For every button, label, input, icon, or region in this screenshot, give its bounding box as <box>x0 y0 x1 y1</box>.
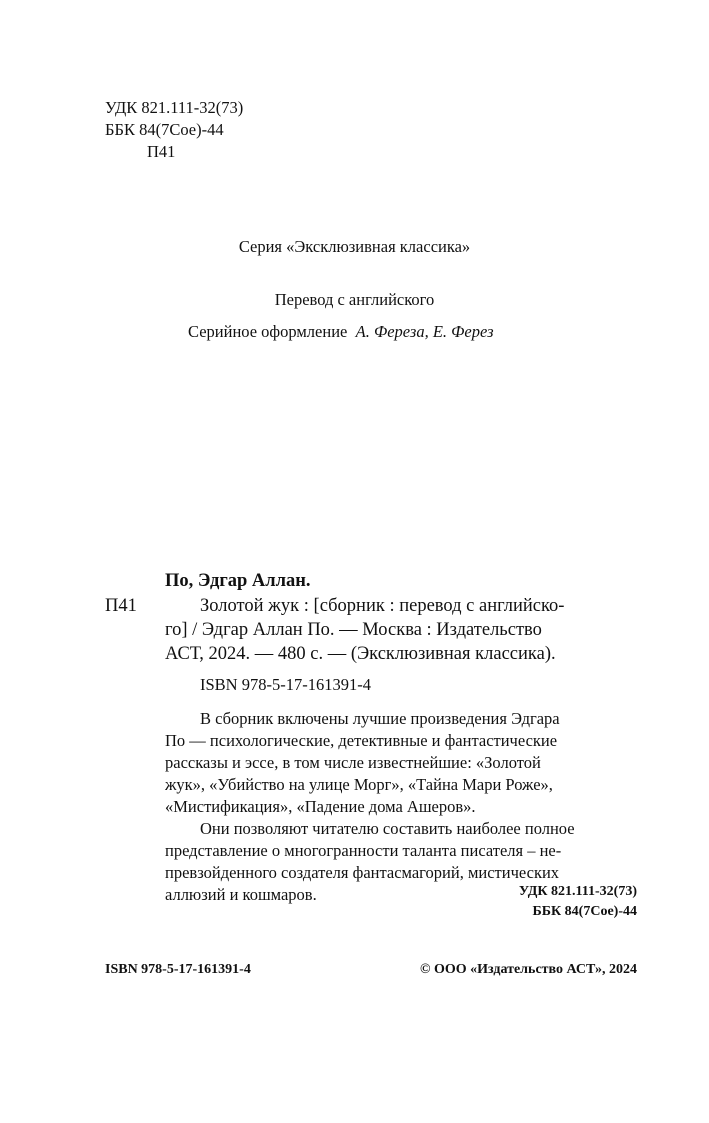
bib-line: го] / Эдгар Аллан По. — Москва : Издательство <box>165 620 542 640</box>
annotation-line: представление о многогранности таланта писателя – не- <box>165 841 562 860</box>
author-mark: П41 <box>105 596 137 616</box>
annotation-line: жук», «Убийство на улице Морг», «Тайна Мари Роже», <box>165 775 553 794</box>
annotation-line: По — психологические, детективные и фантастические <box>165 731 558 750</box>
isbn-mid: ISBN 978-5-17-161391-4 <box>200 675 371 694</box>
series-line: Серия «Эксклюзивная классика» <box>238 237 471 256</box>
annotation-line: «Мистификация», «Падение дома Ашеров». <box>165 797 476 816</box>
annotation-line: аллюзий и кошмаров. <box>165 885 317 904</box>
udk-code-top: УДК 821.111-32(73) <box>105 98 244 117</box>
author-mark-top: П41 <box>147 142 176 161</box>
design-authors: А. Фереза, Е. Ферез <box>355 322 494 341</box>
annotation-line: рассказы и эссе, в том числе известнейшие: «Золотой <box>165 753 541 772</box>
copyright-line: © ООО «Издательство АСТ», 2024 <box>419 962 637 977</box>
udk-code-bottom: УДК 821.111-32(73) <box>518 884 637 899</box>
bbk-code-bottom: ББК 84(7Сое)-44 <box>532 904 637 919</box>
translation-line: Перевод с английского <box>274 290 435 309</box>
annotation-line: Они позволяют читателю составить наиболее полное <box>200 819 575 838</box>
bib-line: АСТ, 2024. — 480 с. — (Эксклюзивная классика). <box>165 644 556 664</box>
author-heading: По, Эдгар Аллан. <box>165 571 311 591</box>
design-line <box>188 321 494 343</box>
annotation-line: В сборник включены лучшие произведения Эдгара <box>200 709 560 728</box>
design-label: Серийное оформление <box>188 322 348 341</box>
bbk-code-top: ББК 84(7Сое)-44 <box>105 120 224 139</box>
annotation-line: превзойденного создателя фантасмагорий, мистических <box>165 863 560 882</box>
bib-line: Золотой жук : [сборник : перевод с английско- <box>200 596 565 616</box>
isbn-bottom: ISBN 978-5-17-161391-4 <box>105 962 251 977</box>
